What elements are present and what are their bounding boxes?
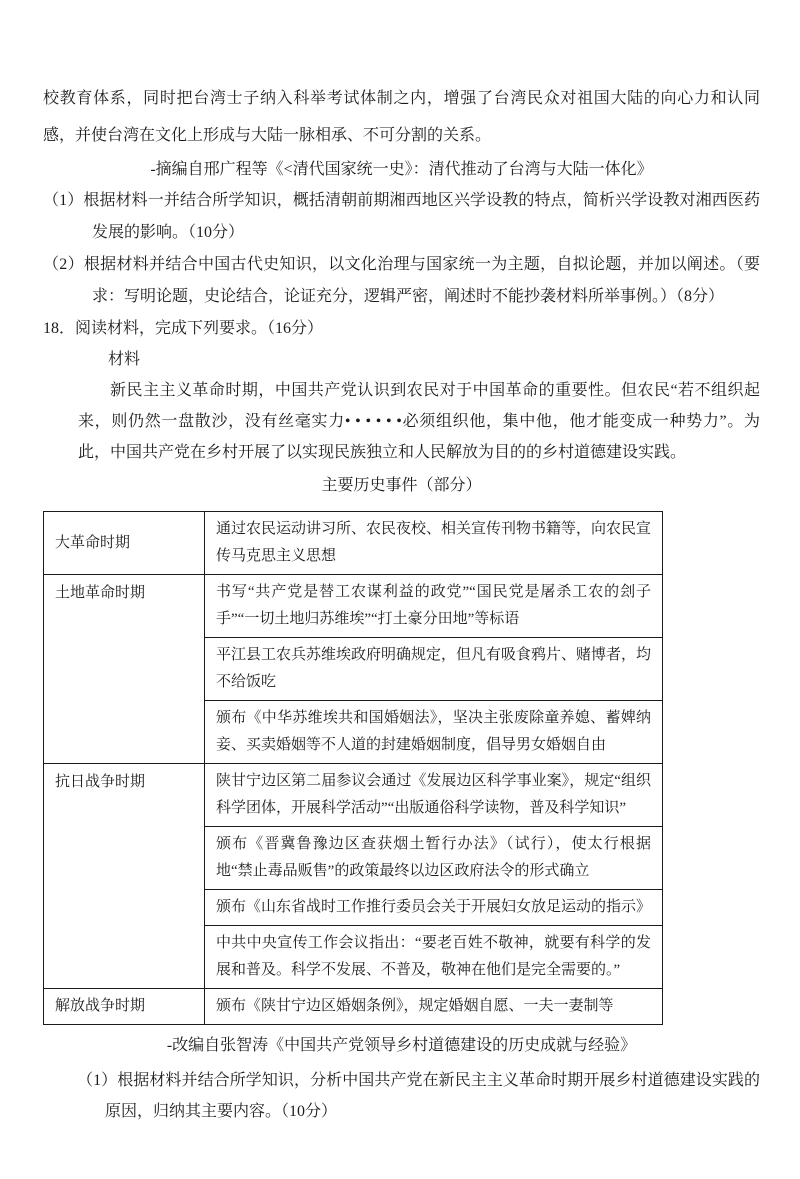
question-18-sub1: （1）根据材料并结合所学知识，分析中国共产党在新民主主义革命时期开展乡村道德建设实践的原因，归纳其主要内容。（10分）	[77, 1072, 760, 1120]
period-cell-darevolution: 大革命时期	[44, 512, 205, 575]
historical-events-table	[43, 511, 663, 1025]
source-citation-2: -改编自张智涛《中国共产党领导乡村道德建设的历史成就与经验》	[166, 1037, 637, 1054]
source-citation-1: -摘编自邢广程等《<清代国家统一史》：清代推动了台湾与大陆一体化》	[150, 161, 653, 178]
table-row	[44, 512, 663, 575]
material-paragraph: 新民主主义革命时期，中国共产党认识到农民对于中国革命的重要性。但农民“若不组织起来，则仍然一盘散沙，没有丝毫实力• • • • • •必须组织他，集中他，他才能变成一种势力”。为此，中国共产党在乡村开展了以实现民族独立和人民解放为目的的乡村道德建设实践。	[78, 382, 760, 461]
event-cell: 通过农民运动讲习所、农民夜校、相关宣传刊物书籍等，向农民宣传马克思主义思想	[205, 512, 663, 575]
period-cell-liberation-war: 解放战争时期	[44, 989, 205, 1025]
event-cell: 颁布《山东省战时工作推行委员会关于开展妇女放足运动的指示》	[205, 890, 663, 926]
period-cell-land-revolution: 土地革命时期	[44, 575, 205, 764]
intro-paragraph-continuation: 校教育体系，同时把台湾士子纳入科举考试体制之内，增强了台湾民众对祖国大陆的向心力和认同感，并使台湾在文化上形成与大陆一脉相承、不可分割的关系。	[43, 90, 760, 144]
event-cell: 平江县工农兵苏维埃政府明确规定，但凡有吸食鸦片、赌博者，均不给饭吃	[205, 638, 663, 701]
event-cell: 陕甘宁边区第二届参议会通过《发展边区科学事业案》，规定“组织科学团体，开展科学活动”“出版通俗科学读物，普及科学知识”	[205, 764, 663, 827]
material-label: 材料	[108, 351, 141, 368]
period-cell-anti-japanese-war: 抗日战争时期	[44, 764, 205, 989]
question-18-heading: 18．阅读材料，完成下列要求。（16分）	[43, 320, 324, 337]
event-cell: 颁布《陕甘宁边区婚姻条例》，规定婚姻自愿、一夫一妻制等	[205, 989, 663, 1025]
event-cell: 颁布《中华苏维埃共和国婚姻法》，坚决主张废除童养媳、蓄婢纳妾、买卖婚姻等不人道的封建婚姻制度，倡导男女婚姻自由	[205, 701, 663, 764]
event-cell: 书写“共产党是替工农谋利益的政党”“国民党是屠杀工农的刽子手”“一切土地归苏维埃”“打土豪分田地”等标语	[205, 575, 663, 638]
table-row	[44, 764, 663, 827]
historical-events-table-body	[44, 512, 663, 1025]
question-17-sub2: （2）根据材料并结合中国古代史知识，以文化治理与国家统一为主题，自拟论题，并加以阐述。（要求：写明论题，史论结合，论证充分，逻辑严密，阐述时不能抄袭材料所举事例。）（8分）	[43, 256, 760, 305]
table-title: 主要历史事件（部分）	[321, 477, 482, 494]
event-cell: 中共中央宣传工作会议指出：“要老百姓不敬神，就要有科学的发展和普及。科学不发展、不普及，敬神在他们是完全需要的。”	[205, 926, 663, 989]
table-row	[44, 989, 663, 1025]
event-cell: 颁布《晋冀鲁豫边区查获烟土暂行办法》（试行），使太行根据地“禁止毒品贩售”的政策最终以边区政府法令的形式确立	[205, 827, 663, 890]
question-17-sub1: （1）根据材料一并结合所学知识，概括清朝前期湘西地区兴学设教的特点，简析兴学设教对湘西医药发展的影响。（10分）	[43, 192, 760, 241]
table-row	[44, 575, 663, 638]
